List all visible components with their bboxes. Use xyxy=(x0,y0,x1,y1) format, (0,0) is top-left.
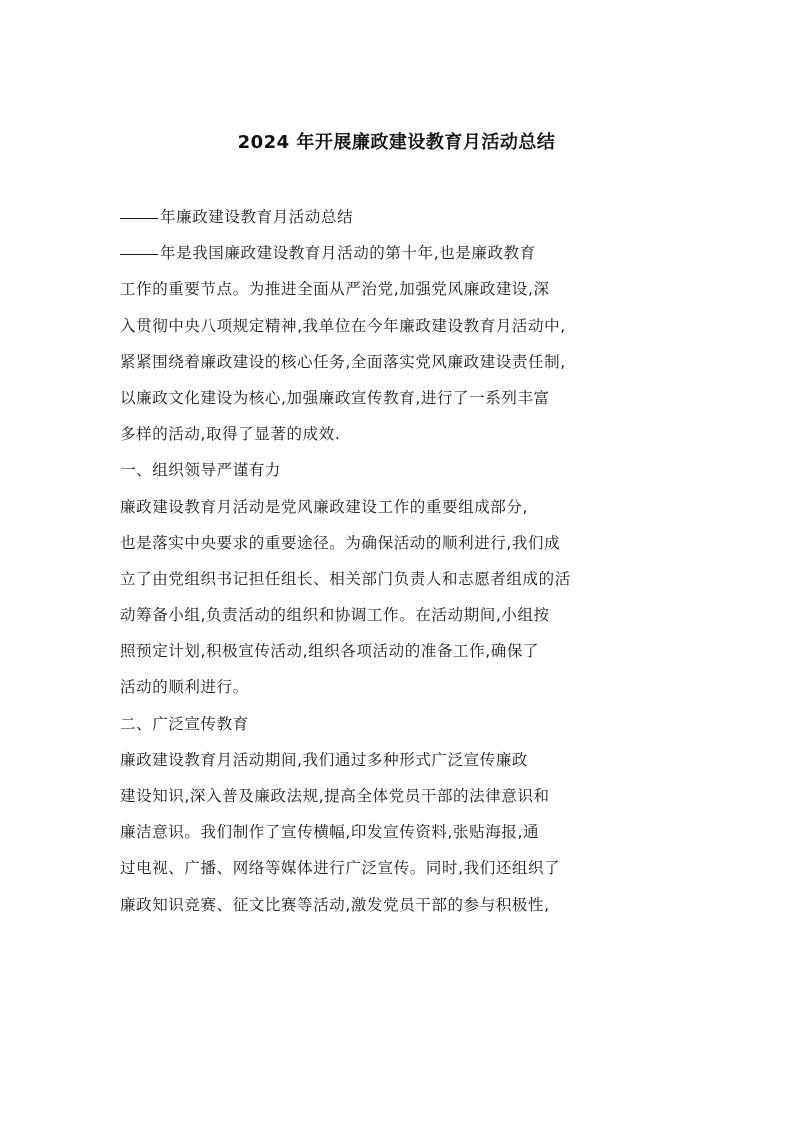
fill-in-blank-year xyxy=(120,217,158,219)
document-body xyxy=(120,199,680,923)
body-line-18: 廉洁意识。我们制作了宣传横幅,印发宣传资料,张贴海报,通 xyxy=(120,823,540,842)
document-title: 2024 年开展廉政建设教育月活动总结 xyxy=(237,132,556,153)
body-line-13: 照预定计划,积极宣传活动,组织各项活动的准备工作,确保了 xyxy=(120,642,540,661)
body-line-17: 建设知识,深入普及廉政法规,提高全体党员干部的法律意识和 xyxy=(120,787,550,805)
section-heading-1: 一、组织领导严谨有力 xyxy=(120,461,282,480)
body-line-7: 多样的活动,取得了显著的成效. xyxy=(120,425,341,444)
body-line-14: 活动的顺利进行。 xyxy=(120,678,249,697)
body-line-5: 紧紧围绕着廉政建设的核心任务,全面落实党风廉政建设责任制, xyxy=(120,352,566,371)
body-line-16: 廉政建设教育月活动期间,我们通过多种形式广泛宣传廉政 xyxy=(120,750,529,769)
body-line-3: 工作的重要节点。为推进全面从严治党,加强党风廉政建设,深 xyxy=(120,280,550,299)
body-line-11: 立了由党组织书记担任组长、相关部门负责人和志愿者组成的活 xyxy=(120,569,571,588)
body-line-10: 也是落实中央要求的重要途径。为确保活动的顺利进行,我们成 xyxy=(120,533,561,552)
body-line-6: 以廉政文化建设为核心,加强廉政宣传教育,进行了一系列丰富 xyxy=(120,388,550,407)
fill-in-blank-year xyxy=(120,253,158,255)
body-line-4: 入贯彻中央八项规定精神,我单位在今年廉政建设教育月活动中, xyxy=(120,316,566,335)
body-line-9: 廉政建设教育月活动是党风廉政建设工作的重要组成部分, xyxy=(120,497,529,516)
body-line-1: 年廉政建设教育月活动总结 xyxy=(120,199,680,235)
section-heading-2: 二、广泛宣传教育 xyxy=(120,714,249,733)
body-line-2: 年是我国廉政建设教育月活动的第十年,也是廉政教育 xyxy=(120,235,680,271)
body-line-20: 廉政知识竞赛、征文比赛等活动,激发党员干部的参与积极性, xyxy=(120,895,550,914)
body-line-12: 动筹备小组,负责活动的组织和协调工作。在活动期间,小组按 xyxy=(120,606,550,625)
body-line-19: 过电视、广播、网络等媒体进行广泛宣传。同时,我们还组织了 xyxy=(120,859,561,878)
